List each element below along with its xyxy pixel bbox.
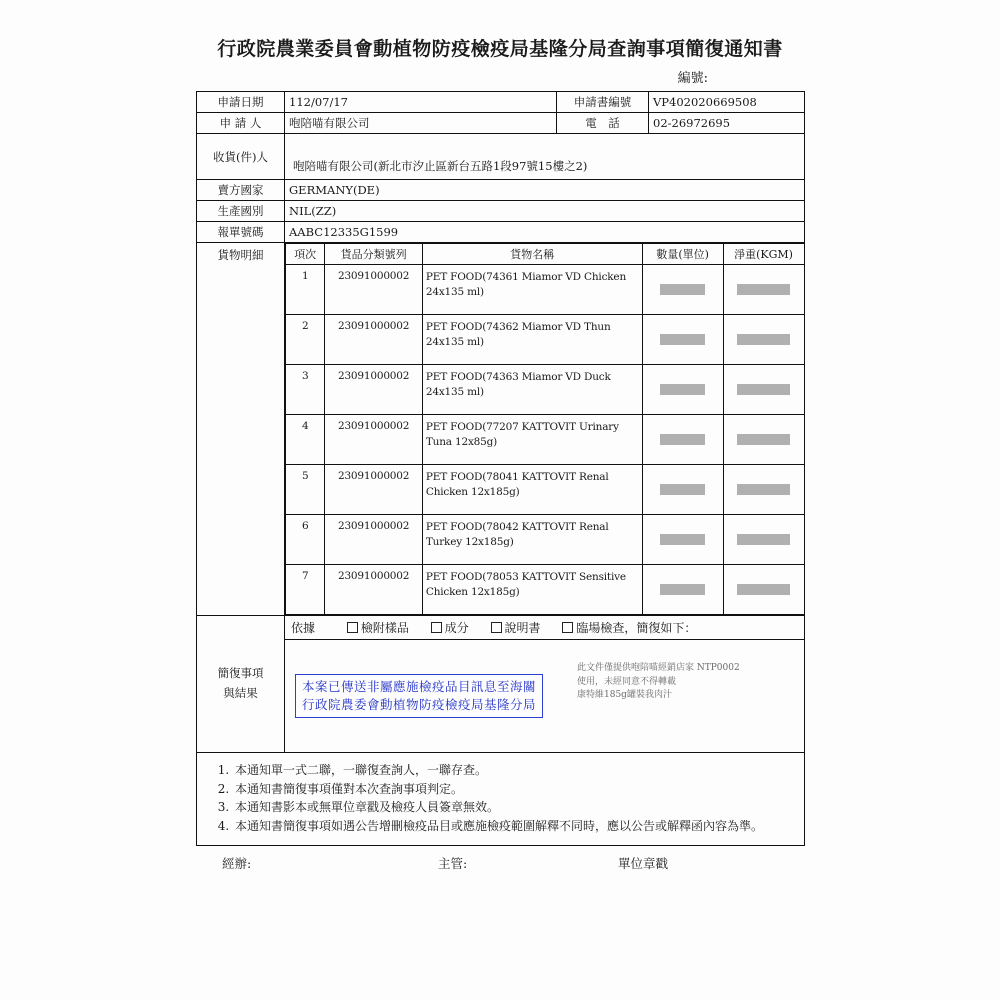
- table-row: [286, 565, 805, 615]
- stamp-box: [295, 674, 543, 718]
- basis-row: [285, 616, 804, 640]
- table-row: [197, 113, 805, 134]
- redacted-value: [737, 334, 790, 345]
- redacted-value: [660, 284, 704, 295]
- cell-qty: [642, 415, 723, 465]
- cell-name: PET FOOD(78042 KATTOVIT Renal Turkey 12x185g): [422, 515, 642, 565]
- table-row: [197, 222, 805, 243]
- table-row: [286, 465, 805, 515]
- table-row: [197, 92, 805, 113]
- signature-footer: [196, 846, 804, 880]
- seller-country-label: 賣方國家: [197, 180, 285, 201]
- cell-qty: [642, 265, 723, 315]
- checkbox-icon[interactable]: [347, 622, 358, 633]
- redacted-value: [737, 534, 790, 545]
- stamp-line-1: 本案已傳送非屬應施檢疫品目訊息至海關: [302, 679, 537, 694]
- declaration-no-value: AABC12335G1599: [285, 222, 805, 243]
- reply-body: [285, 640, 804, 752]
- checkbox-icon[interactable]: [491, 622, 502, 633]
- col-header-code: 貨品分類號列: [325, 244, 422, 265]
- notes-list: [207, 761, 794, 835]
- seller-country-value: GERMANY(DE): [285, 180, 805, 201]
- col-header-name: 貨物名稱: [422, 244, 642, 265]
- redacted-value: [737, 384, 790, 395]
- cell-no: 7: [286, 565, 325, 615]
- redacted-value: [660, 334, 704, 345]
- list-item: 1. 本通知單一式二聯，一聯復查詢人，一聯存查。: [233, 761, 794, 780]
- apply-no-value: VP402020669508: [649, 92, 805, 113]
- cell-weight: [723, 415, 804, 465]
- cell-code: 23091000002: [325, 565, 422, 615]
- cell-no: 4: [286, 415, 325, 465]
- redacted-value: [737, 484, 790, 495]
- table-row: [286, 515, 805, 565]
- serial-number-label: 編號:: [677, 71, 708, 86]
- col-header-no: 項次: [286, 244, 325, 265]
- col-header-qty: 數量(單位): [642, 244, 723, 265]
- consignee-label: 收貨(件)人: [197, 134, 285, 180]
- cell-code: 23091000002: [325, 465, 422, 515]
- goods-table-cell: [285, 243, 805, 616]
- reply-section-label: [197, 616, 285, 753]
- cell-name: PET FOOD(78041 KATTOVIT Renal Chicken 12x185g): [422, 465, 642, 515]
- cell-code: 23091000002: [325, 515, 422, 565]
- goods-detail-row: [197, 243, 805, 616]
- list-item: 4. 本通知書簡復事項如遇公告增刪檢疫品目或應施檢疫範圍解釋不同時，應以公告或解釋函內容為準。: [233, 817, 794, 836]
- watermark-line-3: 康特維185g罐裝我肉汁: [577, 690, 672, 700]
- supervisor-label: 主管:: [438, 856, 468, 872]
- cell-no: 2: [286, 315, 325, 365]
- phone-label: 電 話: [557, 113, 649, 134]
- reply-label-line1: 簡復事項: [217, 666, 264, 681]
- goods-header-row: [286, 244, 805, 265]
- cell-qty: [642, 365, 723, 415]
- declaration-no-label: 報單號碼: [197, 222, 285, 243]
- list-item: 3. 本通知書影本或無單位章戳及檢疫人員簽章無效。: [233, 798, 794, 817]
- cell-code: 23091000002: [325, 365, 422, 415]
- cell-weight: [723, 565, 804, 615]
- checkbox-onsite[interactable]: [562, 621, 696, 635]
- checkbox-manual-label: 說明書: [504, 621, 541, 635]
- reply-label-line2: 與結果: [223, 686, 258, 700]
- redacted-value: [660, 534, 704, 545]
- basis-label: 依據: [291, 621, 316, 635]
- header-fields-table: [196, 91, 805, 846]
- producer-country-label: 生產國別: [197, 201, 285, 222]
- apply-no-label: 申請書編號: [557, 92, 649, 113]
- cell-no: 6: [286, 515, 325, 565]
- watermark-line-1: 此文件僅提供咆陪喵經銷店家 NTP0002: [577, 663, 740, 673]
- redacted-value: [660, 434, 704, 445]
- cell-name: PET FOOD(74363 Miamor VD Duck 24x135 ml): [422, 365, 642, 415]
- cell-code: 23091000002: [325, 415, 422, 465]
- table-row: [286, 315, 805, 365]
- checkbox-icon[interactable]: [431, 622, 442, 633]
- cell-weight: [723, 515, 804, 565]
- apply-date-label: 申請日期: [197, 92, 285, 113]
- clearance-stamp: [295, 674, 543, 718]
- cell-qty: [642, 515, 723, 565]
- goods-detail-label: 貨物明細: [197, 243, 285, 616]
- notes-row: [197, 753, 805, 846]
- cell-code: 23091000002: [325, 265, 422, 315]
- cell-no: 3: [286, 365, 325, 415]
- checkbox-sample-label: 檢附樣品: [360, 621, 409, 635]
- table-row: [197, 134, 805, 180]
- cell-name: PET FOOD(78053 KATTOVIT Sensitive Chicken 12x185g): [422, 565, 642, 615]
- cell-name: PET FOOD(74361 Miamor VD Chicken 24x135 ml): [422, 265, 642, 315]
- redacted-value: [660, 484, 704, 495]
- phone-value: 02-26972695: [649, 113, 805, 134]
- goods-table: [285, 243, 805, 615]
- checkbox-icon[interactable]: [562, 622, 573, 633]
- cell-qty: [642, 315, 723, 365]
- table-row: [286, 415, 805, 465]
- checkbox-ingredient[interactable]: [431, 621, 469, 635]
- page-title: 行政院農業委員會動植物防疫檢疫局基隆分局查詢事項簡復通知書: [217, 38, 783, 60]
- table-row: [197, 201, 805, 222]
- reply-section-cell: [285, 616, 805, 753]
- cell-qty: [642, 465, 723, 515]
- cell-name: PET FOOD(74362 Miamor VD Thun 24x135 ml): [422, 315, 642, 365]
- unit-stamp-label: 單位章戳: [618, 856, 669, 872]
- cell-name: PET FOOD(77207 KATTOVIT Urinary Tuna 12x85g): [422, 415, 642, 465]
- checkbox-manual[interactable]: [491, 621, 541, 635]
- reply-section-row: [197, 616, 805, 753]
- cell-weight: [723, 315, 804, 365]
- redacted-value: [737, 284, 790, 295]
- notes-cell: [197, 753, 805, 846]
- watermark-line-2: 使用，未經同意不得轉載: [577, 676, 677, 687]
- cell-no: 1: [286, 265, 325, 315]
- cell-weight: [723, 365, 804, 415]
- list-item: 2. 本通知書簡復事項僅對本次查詢事項判定。: [233, 780, 794, 799]
- redacted-value: [737, 584, 790, 595]
- producer-country-value: NIL(ZZ): [285, 201, 805, 222]
- cell-weight: [723, 465, 804, 515]
- table-row: [286, 265, 805, 315]
- watermark-note: [577, 662, 757, 703]
- table-row: [197, 180, 805, 201]
- table-row: [286, 365, 805, 415]
- redacted-value: [737, 434, 790, 445]
- apply-date-value: 112/07/17: [285, 92, 557, 113]
- cell-no: 5: [286, 465, 325, 515]
- redacted-value: [660, 584, 704, 595]
- applicant-label: 申 請 人: [197, 113, 285, 134]
- checkbox-sample[interactable]: [347, 621, 409, 635]
- col-header-weight: 淨重(KGM): [723, 244, 804, 265]
- cell-code: 23091000002: [325, 315, 422, 365]
- cell-qty: [642, 565, 723, 615]
- handler-label: 經辦:: [222, 856, 252, 872]
- consignee-value: 咆陪喵有限公司(新北市汐止區新台五路1段97號15樓之2): [285, 134, 805, 180]
- checkbox-ingredient-label: 成分: [444, 621, 469, 635]
- checkbox-onsite-label: 臨場檢查，簡復如下：: [576, 621, 697, 635]
- cell-weight: [723, 265, 804, 315]
- stamp-line-2: 行政院農委會動植物防疫檢疫局基隆分局: [302, 697, 537, 713]
- applicant-value: 咆陪喵有限公司: [285, 113, 557, 134]
- notice-document: [196, 34, 804, 880]
- redacted-value: [660, 384, 704, 395]
